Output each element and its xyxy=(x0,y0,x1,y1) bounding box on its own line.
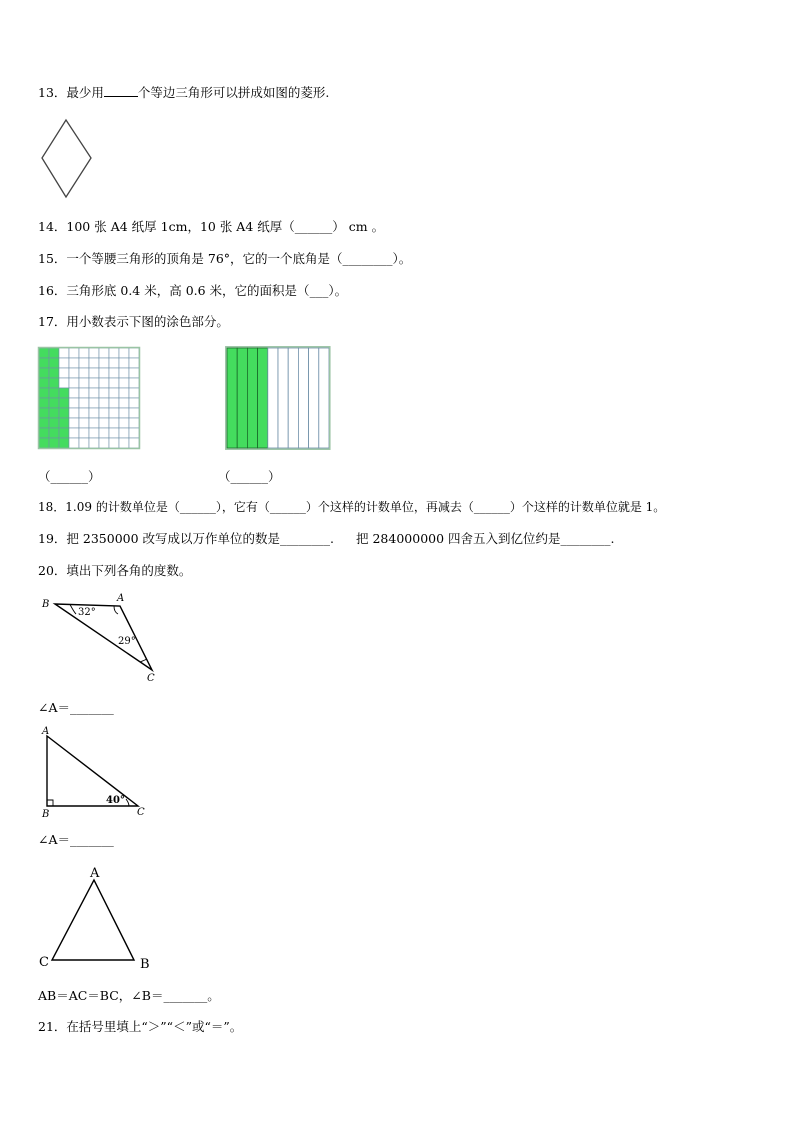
grid-cell-shaded xyxy=(49,398,59,408)
question-text-end: ） cm 。 xyxy=(332,219,385,234)
grid-cell-shaded xyxy=(39,408,49,418)
grid-cell xyxy=(79,408,89,418)
question-number: 16． xyxy=(38,283,67,298)
triangle-figure-1 xyxy=(40,592,170,684)
grid-cell-shaded xyxy=(59,418,69,428)
grid-cell-shaded xyxy=(39,438,49,448)
grid-cell xyxy=(119,428,129,438)
question-text-part2: 把 284000000 四舍五入到亿位约是________. xyxy=(356,531,615,546)
grid-cell xyxy=(109,418,119,428)
grid-cell xyxy=(79,348,89,358)
question-text-part1: 把 2350000 改写成以万作单位的数是________. xyxy=(66,531,334,546)
question-number: 21． xyxy=(38,1019,67,1034)
grid-cell-shaded xyxy=(59,408,69,418)
question-number: 13． xyxy=(38,85,67,100)
grid-cell xyxy=(89,418,99,428)
grid-cell xyxy=(59,358,69,368)
strip-shaded xyxy=(237,348,247,448)
strip xyxy=(298,348,308,448)
grid-cell xyxy=(89,398,99,408)
angle-c-label: 29° xyxy=(118,636,136,647)
question-number: 20． xyxy=(38,563,67,578)
question-18 xyxy=(38,499,665,515)
answer-blank[interactable]: ________ xyxy=(342,251,393,266)
strip-shaded xyxy=(247,348,257,448)
grid-cell xyxy=(59,378,69,388)
grid-cell xyxy=(99,438,109,448)
grid-cell xyxy=(89,388,99,398)
question-13 xyxy=(38,84,329,101)
grid-cell xyxy=(59,348,69,358)
grid-cell-shaded xyxy=(49,368,59,378)
grid-cell xyxy=(99,358,109,368)
question-text: 最少用 xyxy=(66,85,104,100)
grid-cell xyxy=(129,398,139,408)
grid-cell xyxy=(129,408,139,418)
grid-cell xyxy=(119,348,129,358)
vertex-b-label: B xyxy=(42,599,50,610)
grid-cell xyxy=(79,418,89,428)
grid-cell xyxy=(69,388,79,398)
question-number: 15． xyxy=(38,251,67,266)
question-number: 17． xyxy=(38,314,67,329)
grid-cell xyxy=(79,378,89,388)
grid-cell xyxy=(79,398,89,408)
grid-cell xyxy=(109,398,119,408)
answer-right[interactable]: （______） xyxy=(218,469,281,484)
question-text: 三角形底 0.4 米，高 0.6 米，它的面积是（ xyxy=(66,283,310,298)
angle-b-label: 32° xyxy=(78,607,96,618)
grid-cell-shaded xyxy=(39,388,49,398)
grid-cell xyxy=(109,388,119,398)
grid-cell xyxy=(89,378,99,388)
grid-cell xyxy=(69,358,79,368)
triangle-figure-3 xyxy=(36,864,156,972)
vertex-c-label: C xyxy=(39,955,49,970)
grid-cell-shaded xyxy=(49,408,59,418)
grid-cell xyxy=(99,378,109,388)
grid-cell xyxy=(79,388,89,398)
grid-cell xyxy=(109,358,119,368)
grid-cell-shaded xyxy=(59,438,69,448)
triangle-figure-2 xyxy=(38,726,153,820)
strip xyxy=(278,348,288,448)
grid-cell-shaded xyxy=(49,418,59,428)
grid-cell-shaded xyxy=(39,348,49,358)
grid-cell xyxy=(119,358,129,368)
grid-cell xyxy=(109,378,119,388)
answer-angle-a-2[interactable]: ∠A＝_______ xyxy=(38,832,114,847)
vertex-b-label: B xyxy=(140,957,150,972)
grid-cell xyxy=(109,348,119,358)
grid-cell-shaded xyxy=(49,378,59,388)
grid-cell xyxy=(129,348,139,358)
ten-strip-figure xyxy=(225,346,330,450)
grid-cell xyxy=(99,408,109,418)
grid-cell xyxy=(119,418,129,428)
grid-cell xyxy=(129,368,139,378)
hundred-grid-figure xyxy=(38,347,140,449)
vertex-a-label: A xyxy=(117,593,125,604)
question-19 xyxy=(38,531,615,547)
grid-cell xyxy=(79,428,89,438)
grid-cell-shaded xyxy=(49,438,59,448)
strip xyxy=(288,348,298,448)
grid-cell-shaded xyxy=(39,428,49,438)
grid-cell xyxy=(89,428,99,438)
grid-cell xyxy=(109,438,119,448)
grid-cell xyxy=(109,408,119,418)
grid-cell xyxy=(119,368,129,378)
answer-left[interactable]: （______） xyxy=(38,469,101,484)
rhombus-figure xyxy=(40,118,94,200)
grid-cell-shaded xyxy=(39,418,49,428)
question-text-end: 个等边三角形可以拼成如图的菱形. xyxy=(137,85,330,100)
strip-shaded xyxy=(227,348,237,448)
grid-cell xyxy=(119,398,129,408)
grid-cell-shaded xyxy=(39,358,49,368)
grid-cell-shaded xyxy=(59,398,69,408)
grid-cell xyxy=(59,368,69,378)
grid-cell-shaded xyxy=(59,428,69,438)
grid-cell xyxy=(89,358,99,368)
grid-cell xyxy=(89,408,99,418)
grid-cell xyxy=(99,398,109,408)
question-number: 14． xyxy=(38,219,67,234)
grid-cell xyxy=(69,398,79,408)
vertex-c-label: C xyxy=(137,807,145,818)
question-21 xyxy=(38,1019,242,1035)
grid-cell xyxy=(119,388,129,398)
question-17 xyxy=(38,314,229,330)
question-text: 100 张 A4 纸厚 1cm，10 张 A4 纸厚（ xyxy=(66,219,295,234)
grid-cell xyxy=(109,368,119,378)
grid-cell xyxy=(79,358,89,368)
grid-cell-shaded xyxy=(39,398,49,408)
grid-cell xyxy=(69,378,79,388)
question-text: 填出下列各角的度数。 xyxy=(66,563,192,578)
grid-cell xyxy=(69,428,79,438)
grid-cell xyxy=(129,428,139,438)
question-text: 用小数表示下图的涂色部分。 xyxy=(66,314,229,329)
grid-cell xyxy=(119,408,129,418)
strip xyxy=(319,348,329,448)
strip-shaded xyxy=(258,348,268,448)
grid-cell xyxy=(119,438,129,448)
grid-cell xyxy=(89,348,99,358)
grid-cell-shaded xyxy=(49,358,59,368)
grid-cell xyxy=(129,378,139,388)
answer-angle-b-3[interactable]: AB＝AC＝BC，∠B＝_______。 xyxy=(38,988,220,1003)
grid-cell xyxy=(129,418,139,428)
grid-cell-shaded xyxy=(49,388,59,398)
answer-angle-a-1[interactable]: ∠A＝_______ xyxy=(38,700,114,715)
grid-cell-shaded xyxy=(49,428,59,438)
grid-cell xyxy=(69,368,79,378)
vertex-b-label: B xyxy=(42,809,50,820)
grid-cell xyxy=(129,438,139,448)
question-16 xyxy=(38,283,347,299)
grid-cell xyxy=(129,358,139,368)
strip xyxy=(309,348,319,448)
question-20 xyxy=(38,563,191,579)
grid-cell xyxy=(129,388,139,398)
grid-cell xyxy=(99,418,109,428)
vertex-a-label: A xyxy=(90,866,100,881)
grid-cell xyxy=(99,368,109,378)
grid-cell xyxy=(69,438,79,448)
grid-cell-shaded xyxy=(39,368,49,378)
question-text: 在括号里填上“＞”“＜”或“＝”。 xyxy=(66,1019,243,1034)
grid-cell xyxy=(79,368,89,378)
grid-cell xyxy=(99,388,109,398)
question-text-end: ）。 xyxy=(392,251,412,266)
question-text: 1.09 的计数单位是（______），它有（______）个这样的计数单位，再减去（______）个这样的计数单位就是 1。 xyxy=(65,500,666,514)
grid-cell-shaded xyxy=(49,348,59,358)
grid-cell xyxy=(69,348,79,358)
answer-blank[interactable] xyxy=(104,84,138,97)
grid-cell xyxy=(99,348,109,358)
angle-c-label: 40° xyxy=(106,795,125,806)
question-text-end: ）。 xyxy=(328,283,348,298)
grid-cell xyxy=(99,428,109,438)
grid-cell-shaded xyxy=(59,388,69,398)
question-number: 19． xyxy=(38,531,67,546)
question-15 xyxy=(38,251,411,267)
strip xyxy=(268,348,278,448)
grid-cell xyxy=(119,378,129,388)
vertex-a-label: A xyxy=(42,726,50,737)
grid-cell xyxy=(89,438,99,448)
vertex-c-label: C xyxy=(147,673,155,684)
grid-cell xyxy=(69,408,79,418)
answer-blank[interactable]: ______ xyxy=(294,219,333,234)
question-14 xyxy=(38,219,384,235)
grid-cell xyxy=(89,368,99,378)
answer-blank[interactable]: ___ xyxy=(309,283,329,298)
grid-cell xyxy=(69,418,79,428)
grid-cell xyxy=(109,428,119,438)
grid-cell-shaded xyxy=(39,378,49,388)
grid-cell xyxy=(79,438,89,448)
question-number: 18． xyxy=(38,500,66,514)
question-text: 一个等腰三角形的顶角是 76°，它的一个底角是（ xyxy=(66,251,343,266)
